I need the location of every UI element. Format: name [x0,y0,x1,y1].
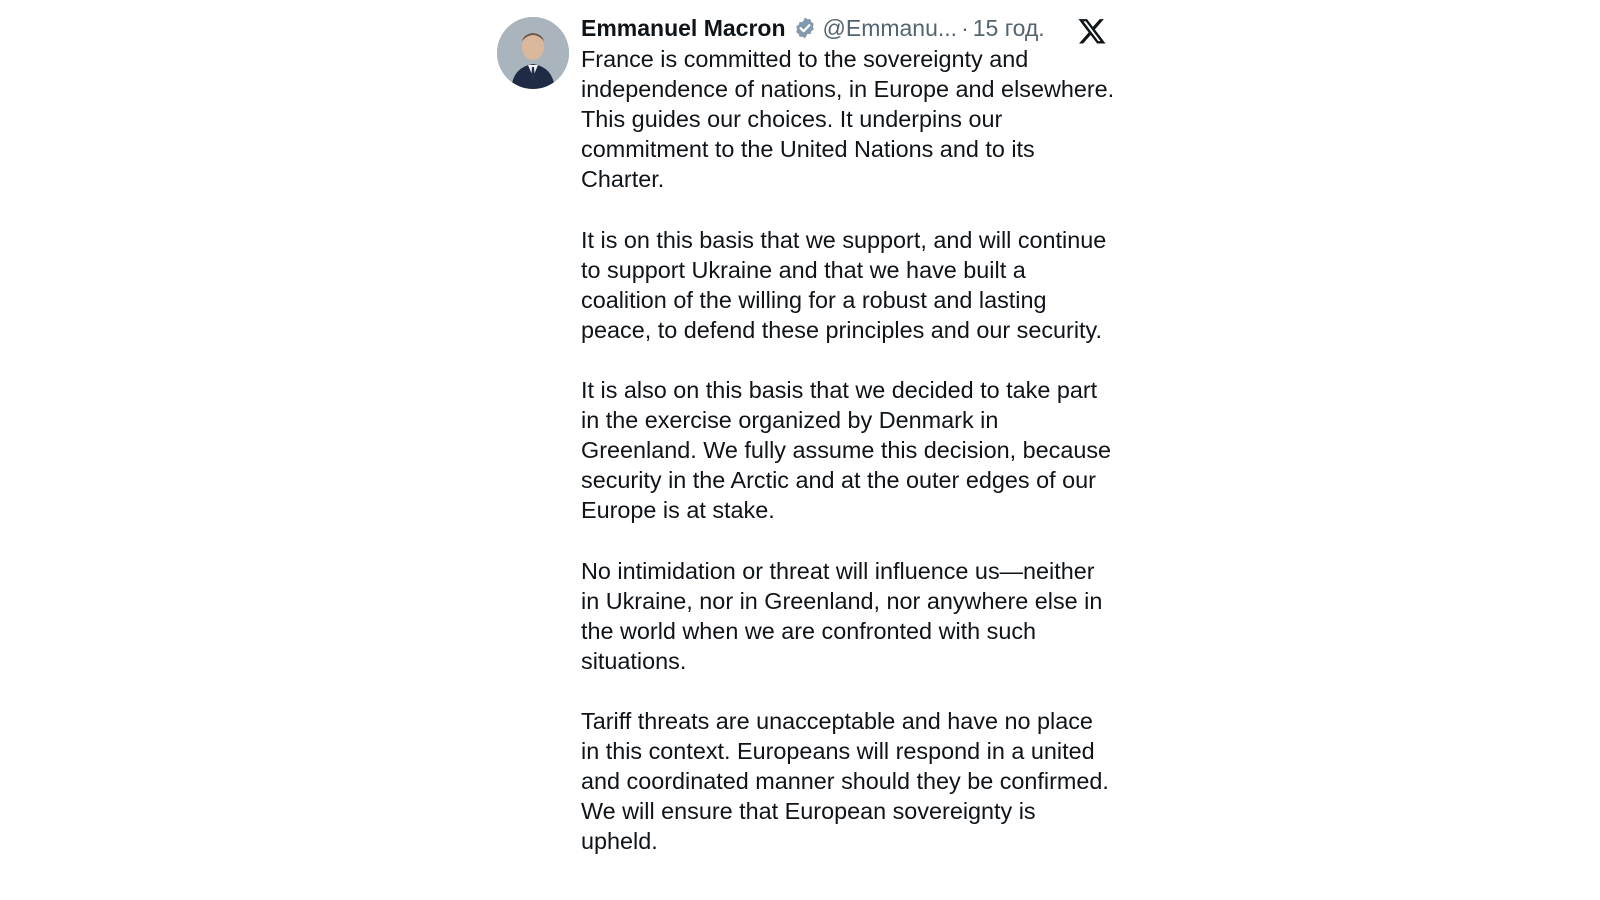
tweet-paragraph: Tariff threats are unacceptable and have no place in this context. Europeans will respond in a united and coordinated manner should they be confirmed. We will ensure that European sovereignty is upheld. [581,708,1109,855]
tweet-card [497,14,1117,900]
author-handle[interactable]: @Emmanu... [822,14,958,41]
tweet-text [581,44,1117,857]
tweet-header [581,14,1117,42]
author-name[interactable]: Emmanuel Macron [581,14,786,41]
tweet-paragraph: It is also on this basis that we decided to take part in the exercise organized by Denmark in Greenland. We fully assume this decision, because security in the Arctic and at the outer edges of our Europe is at stake. [581,377,1112,524]
tweet-paragraph: France is committed to the sovereignty and independence of nations, in Europe and elsewhere. This guides our choices. It underpins our commitment to the United Nations and to its Charter. [581,46,1115,193]
author-avatar[interactable] [497,17,569,89]
tweet-timestamp[interactable]: 15 год. [972,14,1045,41]
tweet-paragraph: No intimidation or threat will influence us—neither in Ukraine, nor in Greenland, nor anywhere else in the world when we are confronted with such situations. [581,557,1103,674]
x-logo-icon[interactable] [1077,16,1107,46]
verified-badge-icon [793,16,817,40]
tweet-content [581,14,1117,887]
header-separator: · [961,14,969,41]
tweet-paragraph: It is on this basis that we support, and will continue to support Ukraine and that we have built a coalition of the willing for a robust and lasting peace, to defend these principles and our security. [581,226,1107,343]
person-avatar-icon [497,17,569,89]
